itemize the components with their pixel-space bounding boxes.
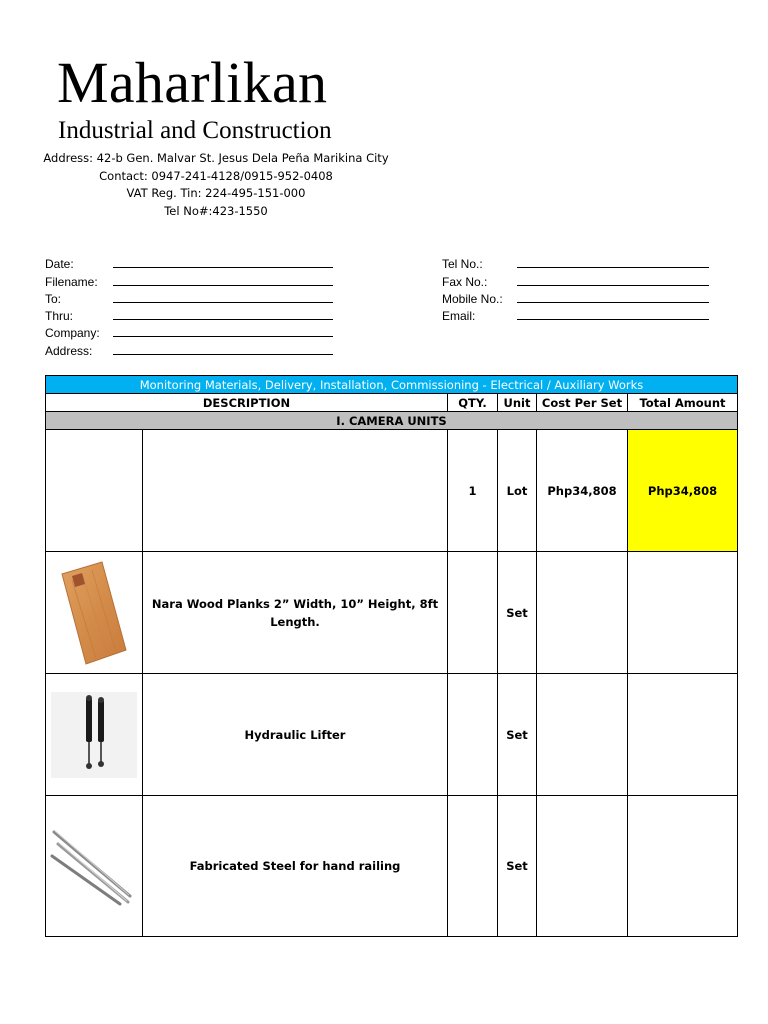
wood-plank-image [54,560,134,666]
form-left-column [45,254,333,358]
date-label: Date: [45,257,74,272]
table-row [46,430,738,552]
table-row [46,796,738,937]
item-qty: 1 [448,430,498,552]
form-row-date [45,254,333,271]
item-unit: Lot [498,430,537,552]
to-field[interactable] [113,302,333,303]
table-header-row [46,394,738,412]
steel-rods-image [50,826,138,906]
company-field[interactable] [113,336,333,337]
item-unit: Set [498,552,537,674]
table-row [46,674,738,796]
form-right-column [442,254,709,323]
company-tel: Tel No#:423-1550 [164,203,268,218]
email-label: Email: [442,309,476,324]
item-total-amount [628,552,738,674]
item-qty [448,674,498,796]
item-image-cell [46,674,143,796]
form-row-mobile [442,289,709,306]
form-row-filename [45,271,333,288]
company-contact-block [0,150,432,220]
company-contact: Contact: 0947-241-4128/0915-952-0408 [99,168,333,183]
item-image-cell [46,552,143,674]
section-row [46,412,738,430]
company-vat: VAT Reg. Tin: 224-495-151-000 [126,186,306,200]
tel-label: Tel No.: [442,257,483,272]
item-cost-per-set [537,796,628,937]
fax-field[interactable] [517,285,709,286]
company-label: Company: [45,326,100,341]
item-total-amount [628,674,738,796]
item-unit: Set [498,674,537,796]
item-unit: Set [498,796,537,937]
item-image-cell [46,430,143,552]
column-header-unit: Unit [498,394,537,412]
quotation-table [45,375,738,937]
to-label: To: [45,291,62,306]
filename-field[interactable] [113,285,333,286]
form-row-to [45,289,333,306]
thru-label: Thru: [45,309,74,324]
item-image-cell [46,796,143,937]
mobile-label: Mobile No.: [442,291,503,306]
item-description [143,430,448,552]
fax-label: Fax No.: [442,274,488,289]
item-qty [448,552,498,674]
item-cost-per-set [537,674,628,796]
item-description: Nara Wood Planks 2” Width, 10” Height, 8ft Length. [143,552,448,674]
item-description: Fabricated Steel for hand railing [143,796,448,937]
item-description: Hydraulic Lifter [143,674,448,796]
section-heading: I. CAMERA UNITS [46,412,738,430]
table-title: Monitoring Materials, Delivery, Installation, Commissioning - Electrical / Auxiliary Works [46,376,738,394]
tel-field[interactable] [517,267,709,268]
date-field[interactable] [113,267,333,268]
thru-field[interactable] [113,319,333,320]
company-name: Maharlikan [57,50,328,115]
email-field[interactable] [517,319,709,320]
column-header-description: DESCRIPTION [46,394,448,412]
form-row-tel [442,254,709,271]
form-row-address [45,340,333,357]
address-label: Address: [45,343,93,358]
column-header-qty: QTY. [448,394,498,412]
column-header-total-amount: Total Amount [628,394,738,412]
form-row-thru [45,306,333,323]
item-total-amount: Php34,808 [628,430,738,552]
item-qty [448,796,498,937]
item-total-amount [628,796,738,937]
address-field[interactable] [113,354,333,355]
item-cost-per-set [537,552,628,674]
filename-label: Filename: [45,274,98,289]
hydraulic-lifter-image [51,692,137,778]
company-subtitle: Industrial and Construction [58,117,332,144]
form-row-company [45,323,333,340]
mobile-field[interactable] [517,302,709,303]
company-address: Address: 42-b Gen. Malvar St. Jesus Dela Peña Marikina City [43,151,389,165]
form-row-email [442,306,709,323]
column-header-cost-per-set: Cost Per Set [537,394,628,412]
table-title-row [46,376,738,394]
item-cost-per-set: Php34,808 [537,430,628,552]
table-row [46,552,738,674]
form-row-fax [442,271,709,288]
